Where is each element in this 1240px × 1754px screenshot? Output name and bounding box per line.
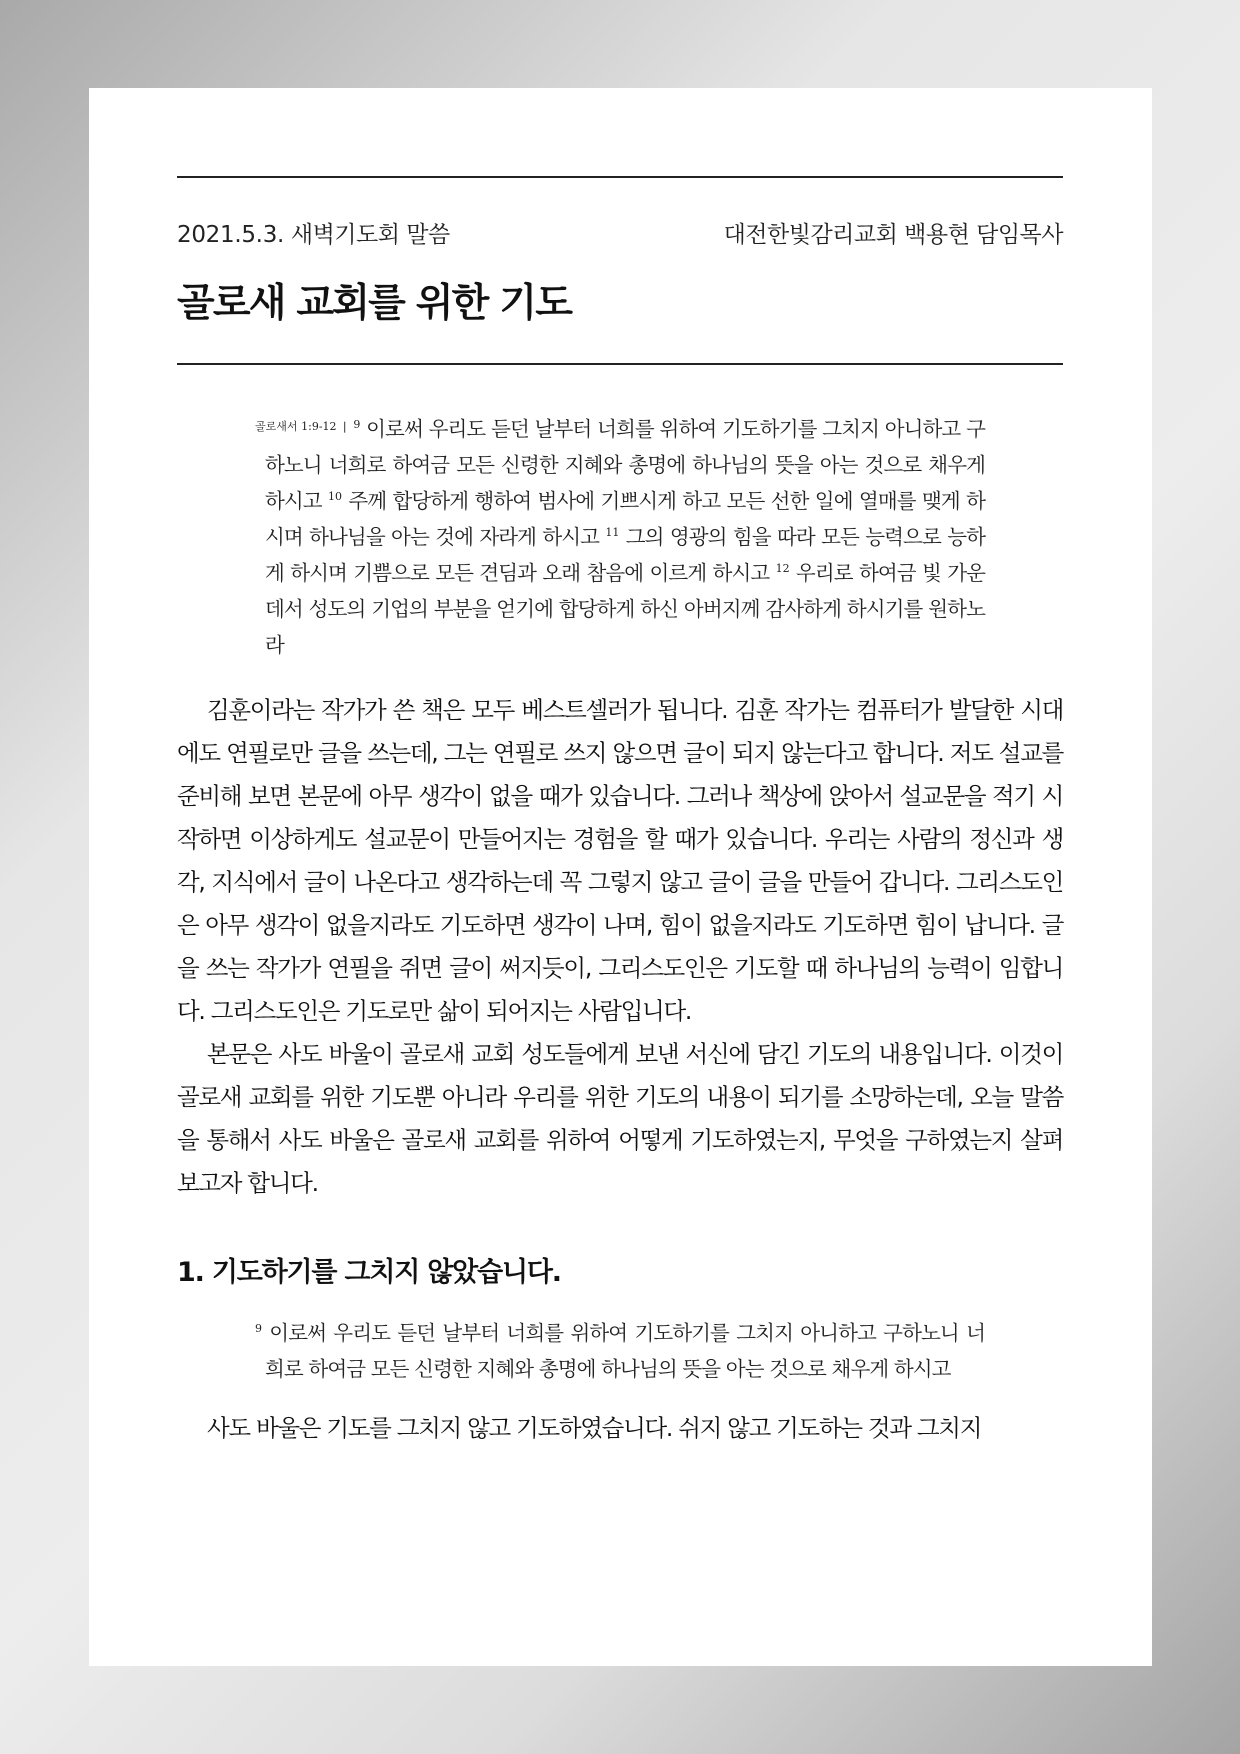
church-name: 대전한빛감리교회 xyxy=(723,222,898,248)
body-paragraph: 사도 바울은 기도를 그치지 않고 기도하였습니다. 쉬지 않고 기도하는 것과 그치지 xyxy=(207,1414,982,1442)
verse-text: 그의 영광의 힘을 따라 모든 능력으로 능하게 하시며 기쁨으로 모든 견딤과 오래 참음에 이르게 하시고 xyxy=(265,525,985,585)
verse-number: 9 xyxy=(353,418,361,431)
verse-text: 이로써 우리도 듣던 날부터 너희를 위하여 기도하기를 그치지 아니하고 구하노니 너희로 하여금 모든 신령한 지혜와 총명에 하나님의 뜻을 아는 것으로 채우게 하시고 xyxy=(265,417,985,513)
verse-text: 이로써 우리도 듣던 날부터 너희를 위하여 기도하기를 그치지 아니하고 구하노니 너희로 하여금 모든 신령한 지혜와 총명에 하나님의 뜻을 아는 것으로 채우게 하시고 xyxy=(262,1321,985,1381)
body-paragraph: 본문은 사도 바울이 골로새 교회 성도들에게 보낸 서신에 담긴 기도의 내용입니다. 이것이 골로새 교회를 위한 기도뿐 아니라 우리를 위한 기도의 내용이 되기를 소망하는데, 오늘 말씀을 통해서 사도 바울은 골로새 교회를 위하여 어떻게 기도하였는지, 무엇을 구하였는지 살펴보고자 합니다. xyxy=(177,1040,1063,1197)
scripture-reference: 골로새서 1:9-12 ❘ xyxy=(255,420,350,433)
pastor-name: 백용현 담임목사 xyxy=(904,222,1063,248)
service-name: 새벽기도회 말씀 xyxy=(290,222,450,248)
verse-number: 12 xyxy=(775,562,790,575)
document-page xyxy=(89,88,1152,1666)
verse-text: 주께 합당하게 행하여 범사에 기쁘시게 하고 모든 선한 일에 열매를 맺게 하시며 하나님을 아는 것에 자라게 하시고 xyxy=(265,489,985,549)
top-rule xyxy=(177,176,1063,178)
sermon-title: 골로새 교회를 위한 기도 xyxy=(177,281,572,326)
verse-number: 11 xyxy=(605,526,620,539)
title-rule xyxy=(177,363,1063,365)
verse-number: 9 xyxy=(255,1322,262,1335)
verse-text: 우리로 하여금 빛 가운데서 성도의 기업의 부분을 얻기에 합당하게 하신 아버지께 감사하게 하시기를 원하노라 xyxy=(265,561,986,657)
church-pastor xyxy=(724,216,1063,249)
sermon-date-service xyxy=(177,216,450,249)
section-heading: 1. 기도하기를 그치지 않았습니다. xyxy=(177,1257,561,1288)
body-paragraph: 김훈이라는 작가가 쓴 책은 모두 베스트셀러가 됩니다. 김훈 작가는 컴퓨터가 발달한 시대에도 연필로만 글을 쓰는데, 그는 연필로 쓰지 않으면 글이 되지 않는다고 합니다. 저도 설교를 준비해 보면 본문에 아무 생각이 없을 때가 있습니다. 그러나 책상에 앉아서 설교문을 적기 시작하면 이상하게도 설교문이 만들어지는 경험을 할 때가 있습니다. 우리는 사람의 정신과 생각, 지식에서 글이 나온다고 생각하는데 꼭 그렇지 않고 글이 글을 만들어 갑니다. 그리스도인은 아무 생각이 없을지라도 기도하면 생각이 나며, 힘이 없을지라도 기도하면 힘이 납니다. 글을 쓰는 작가가 연필을 쥐면 글이 써지듯이, 그리스도인은 기도할 때 하나님의 능력이 임합니다. 그리스도인은 기도로만 삶이 되어지는 사람입니다. xyxy=(177,696,1063,1025)
section-body xyxy=(177,1407,1063,1450)
sermon-header xyxy=(177,216,1063,249)
verse-number: 10 xyxy=(328,490,343,503)
sermon-body xyxy=(177,689,1063,1205)
scripture-passage xyxy=(255,409,985,663)
section-scripture xyxy=(255,1315,985,1387)
sermon-date: 2021.5.3. xyxy=(177,222,285,248)
page-content xyxy=(177,176,1063,1450)
